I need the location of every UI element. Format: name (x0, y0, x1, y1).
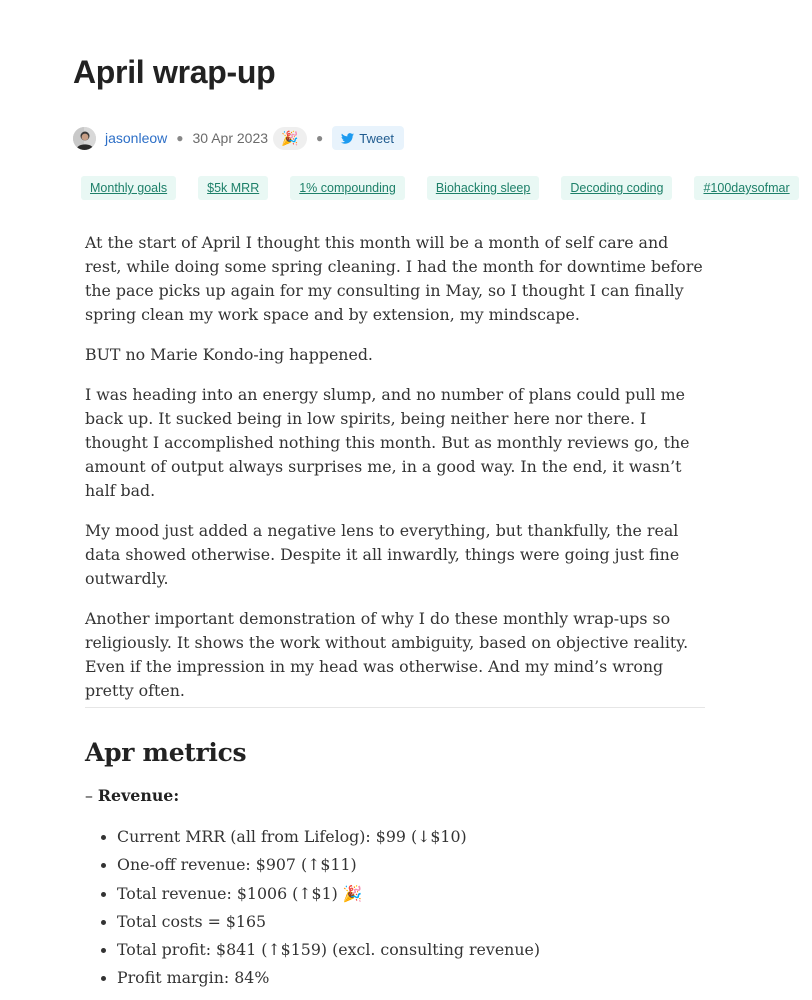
list-item: One-off revenue: $907 (↑$11) (117, 851, 540, 879)
author-link[interactable]: jasonleow (105, 130, 168, 146)
twitter-bird-icon (341, 133, 354, 144)
tweet-button[interactable] (332, 126, 404, 150)
body-paragraph: Another important demonstration of why I do these monthly wrap-ups so religiously. It shows the work without ambiguity, based on objective reality. Even if the impression in my head was otherwise. And my mind’s wrong pretty often. (85, 609, 689, 700)
body-paragraph: My mood just added a negative lens to everything, but thankfully, the real data showed otherwise. Despite it all inwardly, things were going just fine outwardly. (85, 521, 680, 588)
tag-1-percent-compounding[interactable]: 1% compounding (290, 176, 405, 200)
separator-dot: ● (316, 131, 324, 145)
separator-dot: ● (176, 131, 184, 145)
list-item: Current MRR (all from Lifelog): $99 (↓$10) (117, 823, 540, 851)
revenue-label: Revenue: (97, 786, 180, 805)
avatar[interactable] (73, 127, 96, 150)
post-date: 30 Apr 2023 (192, 130, 269, 146)
post-body (85, 231, 707, 703)
body-paragraph: At the start of April I thought this month will be a month of self care and rest, while doing some spring cleaning. I had the month for downtime before the pace picks up again for my consulting in May, so I thought I can finally spring clean my work space and by extension, my mindscape. (85, 233, 703, 324)
tag-biohacking-sleep[interactable]: Biohacking sleep (427, 176, 540, 200)
list-item: Profit margin: 84% (117, 964, 540, 992)
metrics-heading: Apr metrics (85, 738, 247, 767)
revenue-dash: – (85, 786, 98, 805)
tag-100daysofmar[interactable]: #100daysofmar (694, 176, 798, 200)
list-item: Total profit: $841 (↑$159) (excl. consulting revenue) (117, 936, 540, 964)
post-meta (73, 124, 404, 152)
revenue-metrics-list (117, 823, 540, 993)
tag-list (81, 176, 812, 200)
body-paragraph: I was heading into an energy slump, and no number of plans could pull me back up. It sucked being in low spirits, being neither here nor there. I thought I accomplished nothing this month. But as monthly reviews go, the amount of output always surprises me, in a good way. In the end, it wasn’t half bad. (85, 385, 690, 500)
list-item: Total costs = $165 (117, 908, 540, 936)
post-title: April wrap-up (73, 54, 276, 90)
list-item: Total revenue: $1006 (↑$1) 🎉 (117, 880, 540, 908)
tag-monthly-goals[interactable]: Monthly goals (81, 176, 176, 200)
tweet-label: Tweet (359, 130, 394, 146)
body-paragraph: BUT no Marie Kondo-ing happened. (85, 345, 373, 364)
revenue-subheading (85, 784, 179, 808)
tag-5k-mrr[interactable]: $5k MRR (198, 176, 268, 200)
reaction-party-icon[interactable] (273, 127, 307, 150)
section-divider (85, 707, 705, 708)
reaction-emoji: 🎉 (281, 129, 299, 146)
tag-decoding-coding[interactable]: Decoding coding (561, 176, 672, 200)
